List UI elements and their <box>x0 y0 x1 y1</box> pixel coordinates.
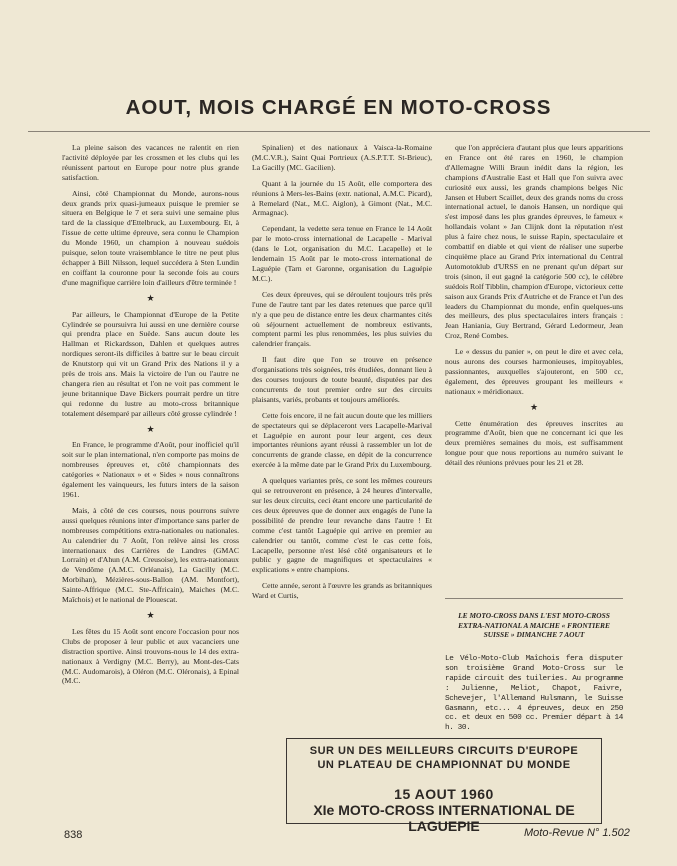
paragraph: Le « dessus du panier », on peut le dire et avec cela, nous aurons des courses harmonieuses, impitoyables, passionnantes, auxquelles s'ajouteront, en 500 cc, également, des épreuves groupant les meilleurs « nationaux » méridionaux. <box>445 347 623 396</box>
paragraph: Ainsi, côté Championnat du Monde, aurons-nous deux grands prix quasi-jumeaux puisque le premier se situera en Belgique le 7 et sera suivi une semaine plus tard de la classique d'Ettelbruck, au Luxembourg. Et, à l'issue de cette ultime épreuve, sera connu le Champion du Monde 1960, un champion à nouveau suédois puisque, selon toute vraisemblance le titre ne peut plus échapper à Bill Nilsson, lequel succédera à Sten Lundin en coiffant la couronne pour la seconde fois au cours d'une magnifique carrière loin d'ailleurs d'être terminée ! <box>62 188 239 287</box>
event-ad-box <box>286 738 602 834</box>
paragraph: Cette énumération des épreuves inscrites au programme d'Août, bien que ne concernant ici que les deux premières semaines du mois, est suffisamment longue pour que nous reportions au numéro suivant le détail des réunions prévues pour les 21 et 28. <box>445 418 623 468</box>
ad-date: 15 AOUT 1960 <box>394 786 494 802</box>
sidebox-body: Le Vélo-Moto-Club Maîchois fera disputer son troisième Grand Moto-Cross sur le rapide circuit des tuileries. Au programme : Julienne, Meliot, Chapot, Faivre, Schevejer, l'Allemand Hulsmann, le Suisse Gasmann, etc... 4 épreuves, deux en 250 cc. et deux en 500 cc. Premier départ à 14 h. 30. <box>445 655 623 733</box>
paragraph: Par ailleurs, le Championnat d'Europe de la Petite Cylindrée se poursuivra lui aussi en une dernière course qui prendra place en Suède. Sans aucun doute les Hallman et Rickardsson, Dahlen et quelques autres nordiques seront-ils difficiles à battre sur le beau circuit de Knutstorp qui vit un Grand Prix des Nations il y a près de trois ans. Mais la victoire de l'un ou l'autre ne changera rien au résultat et l'on ne voit pas comment le jeune britannique Dave Bickers pourrait perdre un titre qui redonne du lustre au moto-cross britannique totalement désemparé par ailleurs côté grosse cylindrée ! <box>62 309 239 418</box>
paragraph: La pleine saison des vacances ne ralentit en rien l'activité déployée par les crossmen et les clubs qui les réunissent partout en Europe pour notre plus grande satisfaction. <box>62 143 239 182</box>
sidebox-divider <box>445 598 623 599</box>
paragraph: A quelques variantes près, ce sont les mêmes coureurs qui se retrouveront en présence, à 24 heures d'intervalle, sur les deux circuits, ceci étant encore une particularité de ces deux épreuves que de donner aux engagés de l'une la possibilité de prendre leur revanche dans l'autre ! Et comme c'est tantôt Laguépie qui arrive en premier au calendrier ou tantôt, comme c'est le cas cette fois, Lacapelle, personne n'est lésé côté organisateurs et le public y gagne de magnifiques et spectaculaires « explications » entre champions. <box>252 476 432 575</box>
paragraph: Cette fois encore, il ne fait aucun doute que les milliers de spectateurs qui se déplaceront vers Lacapelle-Marival et Laguépie en auront pour leur argent, ces deux importantes réunions ayant réussi à rassembler un lot de concurrents de grande classe, en dépit de la concurrence exercée à la même date par le Grand Prix du Luxembourg. <box>252 410 432 470</box>
paragraph: Il faut dire que l'on se trouve en présence d'organisations très soignées, très étudiées, donnant lieu à des courses toujours de toute beauté, disputées par des concurrents de tout premier ordre sur des circuits plaisants, variés, probants et toujours améliorés. <box>252 355 432 404</box>
magazine-issue: Moto-Revue N° 1.502 <box>524 827 630 839</box>
paragraph: Quant à la journée du 15 Août, elle comportera des réunions à Mers-les-Bains (extr. national, A.M.C. Picard), à Remelard (Nat., M.C. Aiglon), à Gimont (Nat., M.C. Armagnac). <box>252 178 432 218</box>
article-title: AOUT, MOIS CHARGÉ EN MOTO-CROSS <box>125 96 552 119</box>
star-separator: ★ <box>146 609 155 620</box>
ad-event-name: XIe MOTO-CROSS INTERNATIONAL DE LAGUEPIE <box>313 802 575 834</box>
title-divider <box>28 131 650 132</box>
ad-line-1: SUR UN DES MEILLEURS CIRCUITS D'EUROPE <box>309 745 579 757</box>
star-separator: ★ <box>146 423 155 434</box>
column-2 <box>252 143 432 607</box>
paragraph: Ces deux épreuves, qui se déroulent toujours très près l'une de l'autre tant par les dates retenues que parce qu'il n'y a que peu de distance entre les deux charmantes cités où séjournent actuellement de nombreux estivants, comptent parmi les plus renommées, les plus suivies du calendrier français. <box>252 289 432 349</box>
sidebox-headline: LE MOTO-CROSS DANS L'EST MOTO-CROSS EXTRA-NATIONAL A MAICHE « FRONTIERE SUISSE » DIMANCHE 7 AOUT <box>458 611 610 640</box>
paragraph: En France, le programme d'Août, pour inofficiel qu'il soit sur le plan international, n'en comporte pas moins de nombreuses épreuves et, côté championnats des catégories « Nationaux » et « Sides » nous connaîtrons également les vainqueurs, les futurs inters de la saison 1961. <box>62 440 239 499</box>
star-separator: ★ <box>529 401 539 412</box>
column-3 <box>445 143 623 474</box>
column-1 <box>62 143 239 692</box>
paragraph: Cependant, la vedette sera tenue en France le 14 Août par le moto-cross international de Lacapelle - Marival (dans le Lot, organisation du M.C. Lacapelle) et le lendemain 15 Août par le moto-cross international de Laguépie (Tarn et Garonne, organisation du Laguépie M.C.). <box>252 224 432 283</box>
paragraph: Mais, à côté de ces courses, nous pourrons suivre aussi quelques réunions inter d'importance sans parler de nombreuses compétitions extra-nationales ou nationales. Au calendrier du 7 Août, l'on relève ainsi les cross internationaux des Carrières de Landres (GMAC Lorrain) et d'Ahun (A.M. Creusoise), les extra-nationaux de Vendôme (A.M.C. Orléanais), La Gacilly (M.C. Morbihan), Mézières-sous-Ballon (AM. Montfort), Sainte-Affrique (M.C. Ste-Affricain), Maiches (M.C. Maîchois) et le national de Plouescat. <box>62 505 239 605</box>
star-separator: ★ <box>146 292 155 303</box>
paragraph: que l'on appréciera d'autant plus que leurs apparitions en France ont été rares en 1960, le champion d'Allemagne Willi Braun inédit dans la région, les champions d'Australie East et Hall que l'on suivra avec curiosité eux aussi, les grands champions belges Nic Jansen et Hubert Scaillet, deux des grands noms du cross international actuel, le danois Hansen, un nordique qui s'est imposé dans les plus grandes épreuves, le fameux « hollandais volant » Jan Clijnk dont la réputation n'est plus à faire chez nous, le suisse Rapin, spectaculaire et combattif en diable et qui vient de réaliser une superbe cinquième place au Grand Prix international du Central Automotoklub d'URSS en ne prenant qu'un départ sur trois (sinon, il eut gagné la catégorie 500 cc), le célèbre suédois Rolf Tibblin, champion d'Europe, victorieux cette saison aux Grands Prix d'Autriche et de France et l'un des leaders du Championnat du monde, enfin quelques-uns des meilleurs, des plus spectaculaires inters français : Jean Haniania, Guy Bertrand, Gérard Ledormeur, Jean Croz, René Combes. <box>445 143 623 341</box>
ad-line-2: UN PLATEAU DE CHAMPIONNAT DU MONDE <box>317 759 571 771</box>
paragraph: Cette année, seront à l'œuvre les grands as britanniques Ward et Curtis, <box>252 581 432 601</box>
page-number: 838 <box>64 829 83 841</box>
paragraph: Les fêtes du 15 Août sont encore l'occasion pour nos Clubs de proposer à leur public et aux vacanciers une distraction sportive. Ainsi trouvons-nous le 14 des extra-nationaux à Verdigny (M.C. Berry), au Mont-des-Cats (M.C. Audomarois), à Oléron (M.C. Oléronais), à Epinal (M.C. <box>62 626 239 686</box>
paragraph: Spinalien) et des nationaux à Vaisca-la-Romaine (M.C.V.R.), Saint Quai Portrieux (A.S.P.T.T. St-Brieuc), La Gacilly (MC. Gacilien). <box>252 143 432 172</box>
